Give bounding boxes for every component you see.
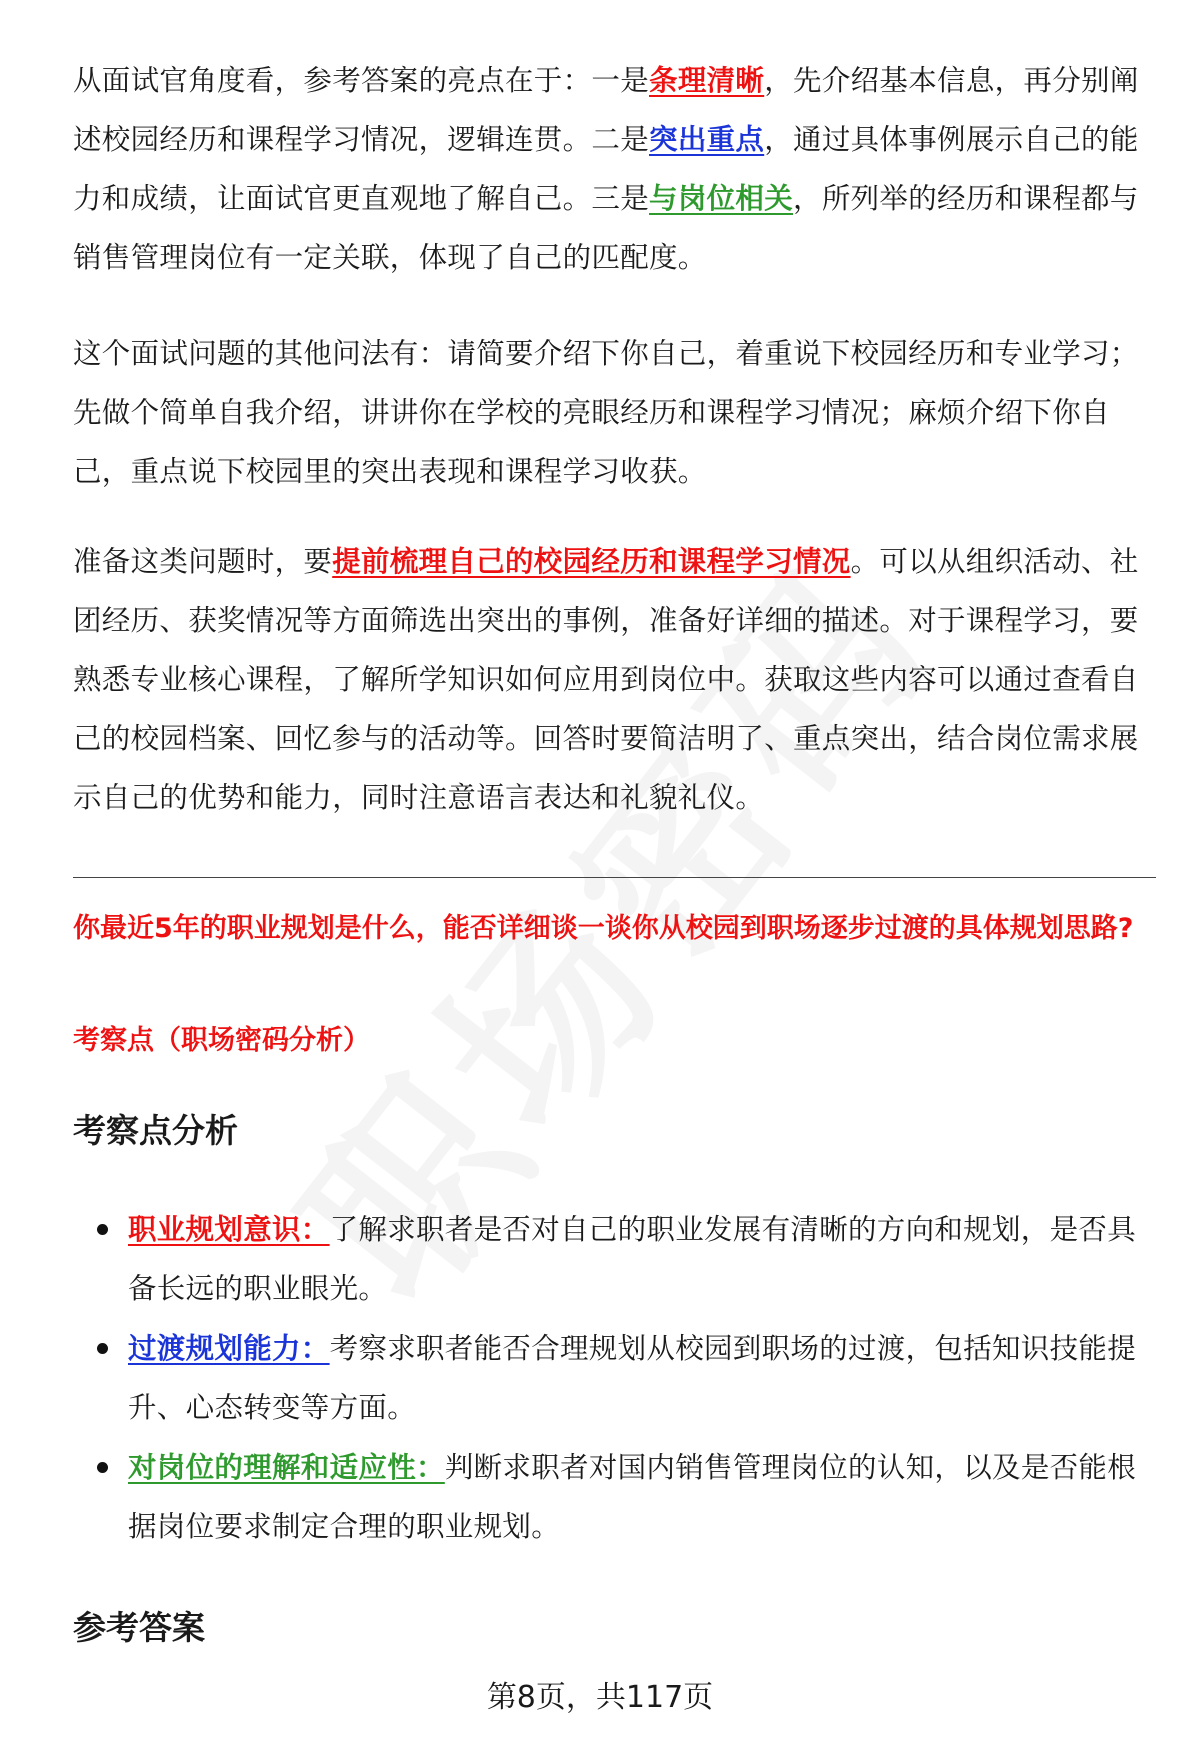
examine-point-label: 考察点（职场密码分析） — [73, 1025, 370, 1056]
list-item — [73, 1200, 1153, 1318]
bullet-dot — [97, 1224, 108, 1235]
para3-text-2: 。可以从组织活动、社团经历、获奖情况等方面筛选出突出的事例，准备好详细的描述。对于课程学习，要熟悉专业核心课程，了解所学知识如何应用到岗位中。获取这些内容可以通过查看自己的校园档案、回忆参与的活动等。回答时要简洁明了、重点突出，结合岗位需求展示自己的优势和能力，同时注意语言表达和礼貌礼仪。 — [73, 545, 1139, 814]
bullet-dot — [97, 1462, 108, 1473]
alternative-questions-paragraph: 这个面试问题的其他问法有：请简要介绍下你自己，着重说下校园经历和专业学习；先做个简单自我介绍，讲讲你在学校的亮眼经历和课程学习情况；麻烦介绍下你自己，重点说下校园里的突出表现和课程学习收获。 — [73, 337, 1139, 488]
bullet-text: 考察求职者能否合理规划从校园到职场的过渡，包括知识技能提升、心态转变等方面。 — [128, 1332, 1137, 1424]
highlight-job-relevance: 与岗位相关 — [649, 182, 794, 215]
highlights-paragraph — [73, 51, 1153, 287]
bullet-label: 职业规划意识： — [128, 1213, 330, 1246]
bullet-label: 对岗位的理解和适应性： — [128, 1451, 445, 1484]
bullet-dot — [97, 1343, 108, 1354]
bullet-label: 过渡规划能力： — [128, 1332, 330, 1365]
para1-text-2: ，先介绍基本信息，再分别阐述校园经历和课程学习情况，逻辑连贯。二是 — [73, 64, 1139, 156]
para3-text-1: 准备这类问题时，要 — [73, 545, 333, 578]
highlight-prepare-in-advance: 提前梳理自己的校园经历和课程学习情况 — [332, 545, 851, 578]
highlight-key-points: 突出重点 — [649, 123, 765, 156]
para1-text-3: ，通过具体事例展示自己的能力和成绩，让面试官更直观地了解自己。三是 — [73, 123, 1139, 215]
highlight-logical-clarity: 条理清晰 — [649, 64, 765, 97]
bullet-text: 判断求职者对国内销售管理岗位的认知，以及是否能根据岗位要求制定合理的职业规划。 — [128, 1451, 1137, 1543]
reference-answer-heading: 参考答案 — [73, 1608, 205, 1647]
analysis-list — [73, 1200, 1153, 1557]
page-number-footer: 第8页，共117页 — [486, 1680, 714, 1715]
analysis-heading: 考察点分析 — [73, 1111, 238, 1150]
bullet-text: 了解求职者是否对自己的职业发展有清晰的方向和规划，是否具备长远的职业眼光。 — [128, 1213, 1137, 1305]
interview-question: 你最近5年的职业规划是什么，能否详细谈一谈你从校园到职场逐步过渡的具体规划思路? — [73, 913, 1134, 944]
list-item — [73, 1438, 1153, 1556]
para1-text-4: ，所列举的经历和课程都与销售管理岗位有一定关联，体现了自己的匹配度。 — [73, 182, 1139, 274]
preparation-paragraph — [73, 532, 1153, 827]
section-divider — [73, 877, 1156, 878]
list-item — [73, 1319, 1153, 1437]
para1-text-1: 从面试官角度看，参考答案的亮点在于：一是 — [73, 64, 650, 97]
